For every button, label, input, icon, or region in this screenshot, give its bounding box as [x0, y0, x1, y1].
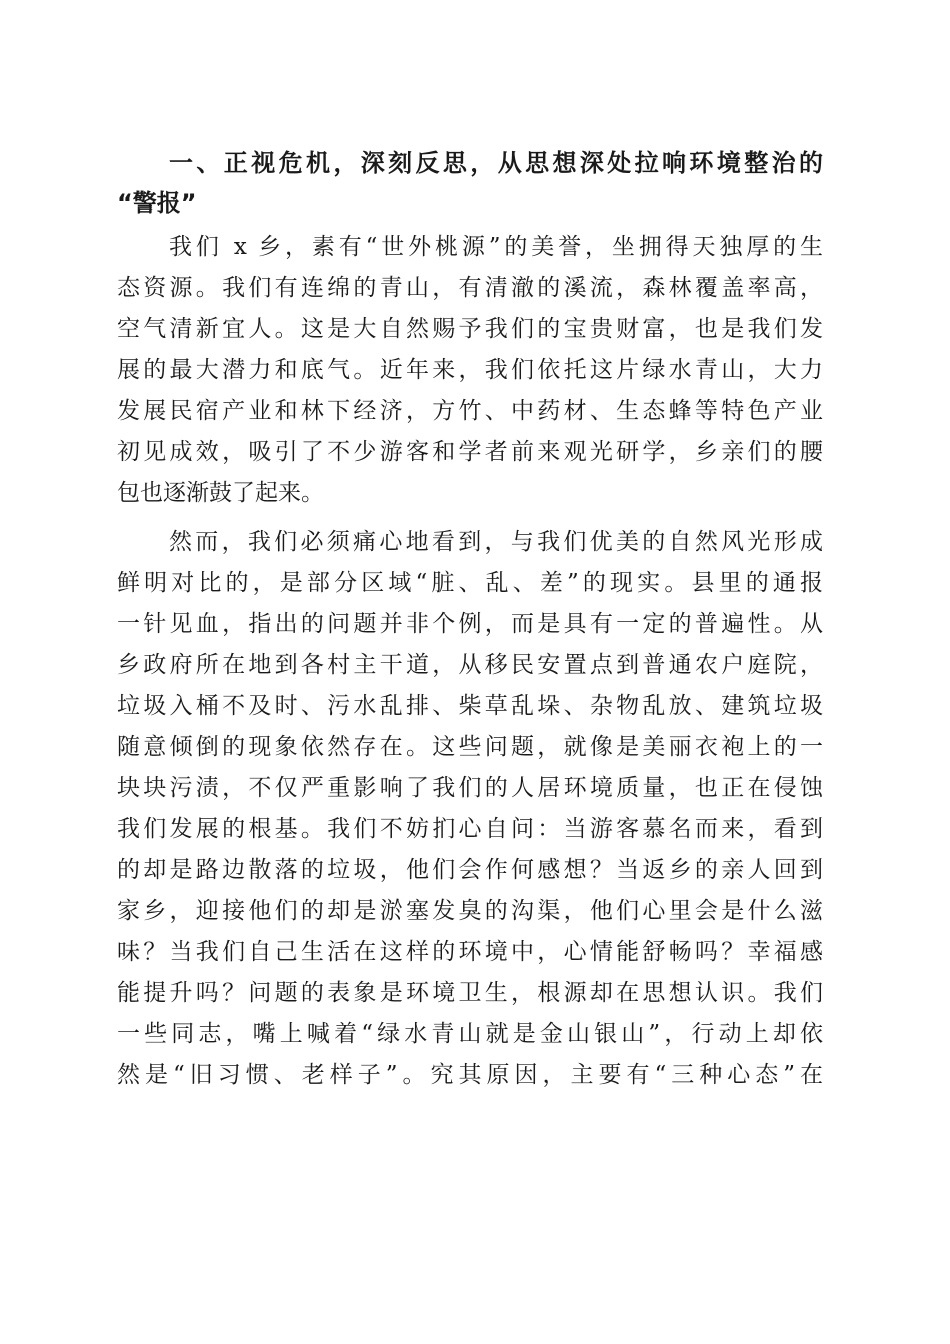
heading-line: “警报” — [117, 189, 197, 217]
paragraph-line: 然是“旧习惯、老样子”。究其原因，主要有“三种心态”在 — [117, 1062, 823, 1088]
paragraph-line: 初见成效，吸引了不少游客和学者前来观光研学，乡亲们的腰 — [117, 439, 823, 465]
paragraph-line: 味？当我们自己生活在这样的环境中，心情能舒畅吗？幸福感 — [117, 939, 823, 965]
paragraph-line: 我们发展的根基。我们不妨扪心自问：当游客慕名而来，看到 — [117, 816, 823, 842]
paragraph-line: 态资源。我们有连绵的青山，有清澈的溪流，森林覆盖率高， — [117, 275, 823, 301]
paragraph-line: 的却是路边散落的垃圾，他们会作何感想？当返乡的亲人回到 — [117, 857, 823, 883]
section-heading — [117, 143, 823, 223]
paragraph-line: 垃圾入桶不及时、污水乱排、柴草乱垛、杂物乱放、建筑垃圾 — [117, 693, 823, 719]
paragraph-line: 乡政府所在地到各村主干道，从移民安置点到普通农户庭院， — [117, 652, 823, 678]
paragraph-1 — [117, 227, 823, 514]
paragraph-line: 然而，我们必须痛心地看到，与我们优美的自然风光形成 — [169, 529, 823, 555]
paragraph-line: 我们 x 乡，素有“世外桃源”的美誉，坐拥得天独厚的生 — [169, 234, 823, 260]
paragraph-line: 发展民宿产业和林下经济，方竹、中药材、生态蜂等特色产业 — [117, 398, 823, 424]
document-body — [117, 143, 823, 1104]
paragraph-line: 空气清新宜人。这是大自然赐予我们的宝贵财富，也是我们发 — [117, 316, 823, 342]
paragraph-2 — [117, 522, 823, 1096]
paragraph-line: 鲜明对比的，是部分区域“脏、乱、差”的现实。县里的通报 — [117, 570, 823, 596]
paragraph-line: 家乡，迎接他们的却是淤塞发臭的沟渠，他们心里会是什么滋 — [117, 898, 823, 924]
paragraph-line: 块块污渍，不仅严重影响了我们的人居环境质量，也正在侵蚀 — [117, 775, 823, 801]
heading-line: 一、正视危机，深刻反思，从思想深处拉响环境整治的 — [169, 149, 823, 177]
paragraph-line: 随意倾倒的现象依然存在。这些问题，就像是美丽衣袍上的一 — [117, 734, 823, 760]
paragraph-line: 展的最大潜力和底气。近年来，我们依托这片绿水青山，大力 — [117, 357, 823, 383]
paragraph-line: 包也逐渐鼓了起来。 — [117, 480, 324, 506]
paragraph-line: 一针见血，指出的问题并非个例，而是具有一定的普遍性。从 — [117, 611, 823, 637]
paragraph-line: 一些同志，嘴上喊着“绿水青山就是金山银山”，行动上却依 — [117, 1021, 823, 1047]
paragraph-line: 能提升吗？问题的表象是环境卫生，根源却在思想认识。我们 — [117, 980, 823, 1006]
